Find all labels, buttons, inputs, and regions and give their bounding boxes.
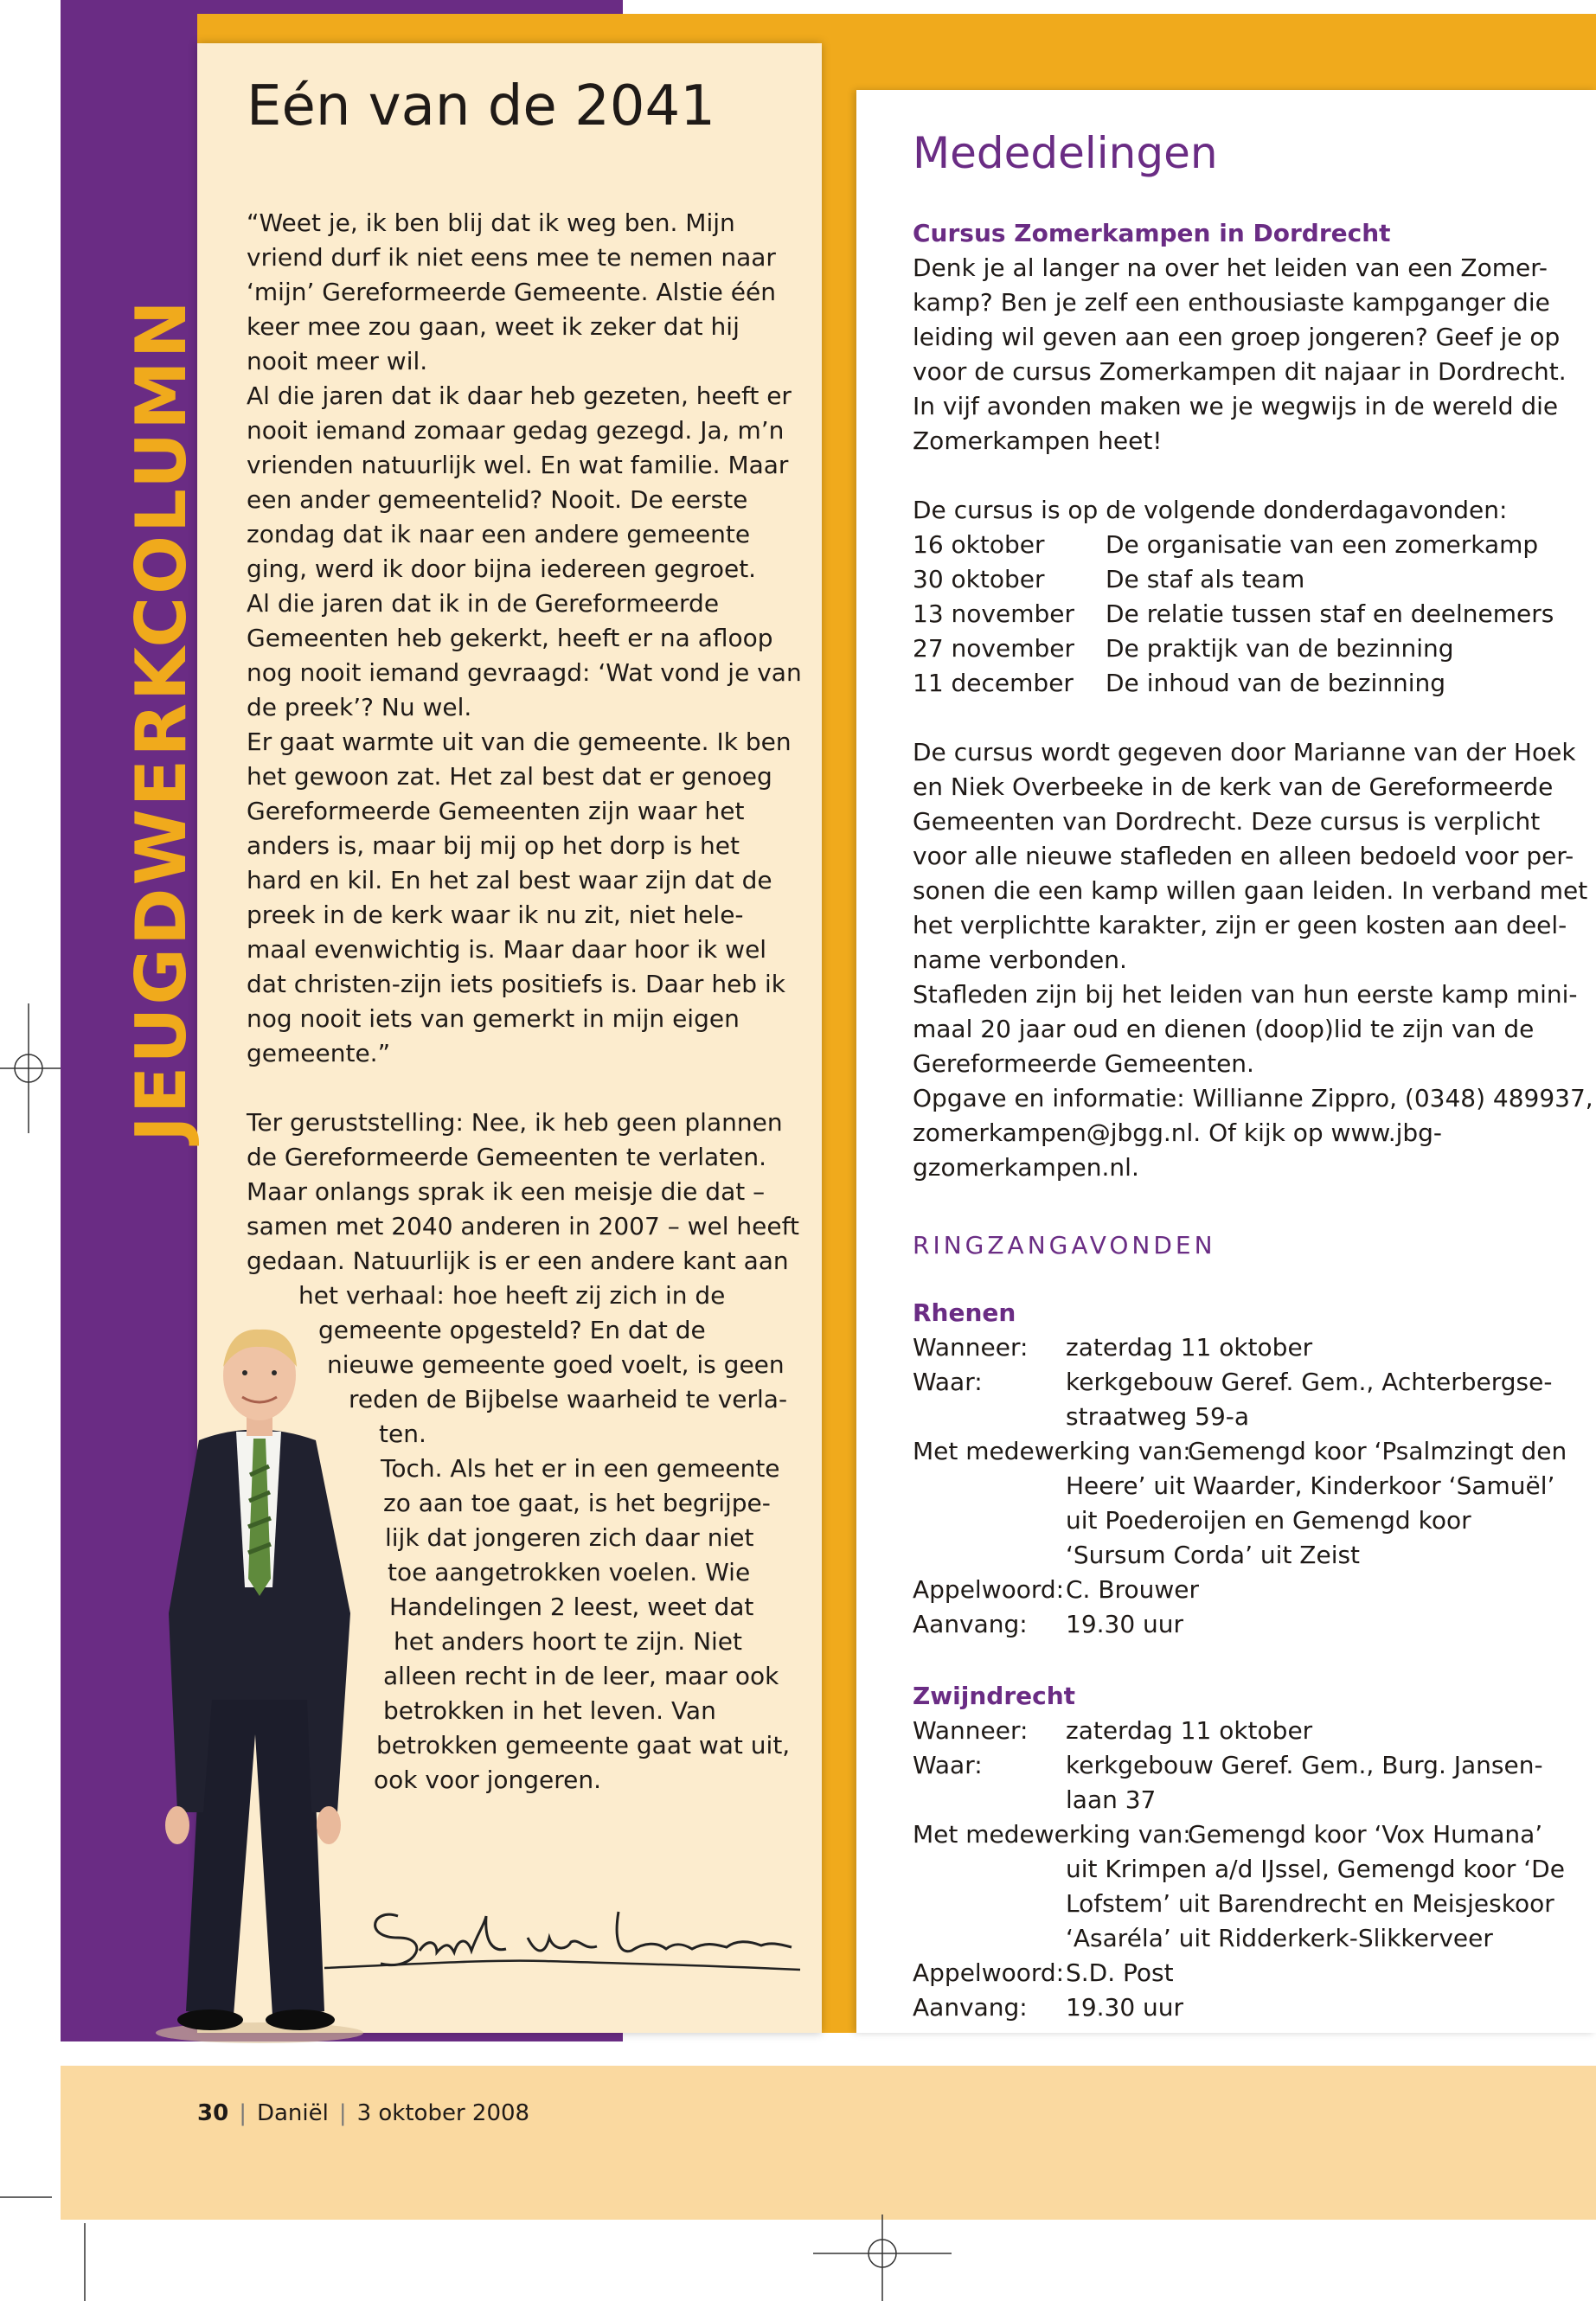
- schedule-topic: De relatie tussen staf en deelnemers: [1106, 599, 1554, 628]
- column-text-line: samen met 2040 anderen in 2007 – wel heeft: [247, 1212, 799, 1240]
- column-text-line: Ter geruststelling: Nee, ik heb geen plannen: [247, 1108, 783, 1137]
- crop-mark-bottom-left: [0, 2189, 95, 2301]
- event-value: Gemengd koor ‘Vox Humana’: [1188, 1820, 1543, 1849]
- column-text-line: lijk dat jongeren zich daar niet: [385, 1523, 754, 1552]
- event-label: Waar:: [913, 1751, 983, 1779]
- column-text-line: toe aangetrokken voelen. Wie: [388, 1558, 751, 1586]
- page-number: 30: [197, 2100, 229, 2126]
- page-footer: [197, 2100, 529, 2126]
- event-value: kerkgebouw Geref. Gem., Burg. Jansen-: [1066, 1751, 1543, 1779]
- intro-text-line: leiding wil geven aan een groep jongeren? Geef je op: [913, 323, 1561, 351]
- column-text-line: hard en kil. En het zal best waar zijn dat de: [247, 866, 772, 894]
- column-text-line: gemeente opgesteld? En dat de: [318, 1316, 706, 1344]
- cursus-title: Cursus Zomerkampen in Dordrecht: [913, 219, 1391, 247]
- column-text-line: maal evenwichtig is. Maar daar hoor ik wel: [247, 935, 767, 964]
- event-value: zaterdag 11 oktober: [1066, 1716, 1313, 1745]
- magazine-name: Daniël: [256, 2100, 329, 2126]
- column-text-line: alleen recht in de leer, maar ook: [383, 1662, 779, 1690]
- intro-text-line: In vijf avonden maken we je wegwijs in de wereld die: [913, 392, 1559, 420]
- event-place: Zwijndrecht: [913, 1682, 1076, 1710]
- column-text-line: Al die jaren dat ik in de Gereformeerde: [247, 589, 720, 618]
- column-text-line: gedaan. Natuurlijk is er een andere kant aan: [247, 1247, 789, 1275]
- column-text-line: dat christen-zijn iets positiefs is. Daar heb ik: [247, 970, 785, 998]
- ringzang-heading: RINGZANGAVONDEN: [913, 1231, 1216, 1259]
- column-text-line: keer mee zou gaan, weet ik zeker dat hij: [247, 312, 740, 341]
- body-text-line: name verbonden.: [913, 945, 1127, 974]
- event-value-continued: straatweg 59-a: [1066, 1402, 1250, 1431]
- vertical-section-label: JEUGDWERKCOLUMN: [121, 298, 202, 1142]
- intro-text-line: Denk je al langer na over het leiden van een Zomer-: [913, 253, 1548, 282]
- column-text-line: “Weet je, ik ben blij dat ik weg ben. Mijn: [247, 208, 735, 237]
- event-value: S.D. Post: [1066, 1958, 1174, 1987]
- column-text-line: ook voor jongeren.: [374, 1766, 602, 1794]
- column-text-line: betrokken in het leven. Van: [383, 1696, 716, 1725]
- column-text-line: zo aan toe gaat, is het begrijpe-: [383, 1489, 771, 1517]
- footer-separator: |: [338, 2100, 347, 2126]
- column-text-line: de preek’? Nu wel.: [247, 693, 472, 721]
- signature: [320, 1890, 804, 1985]
- body-text-line: het verplichtte karakter, zijn er geen kosten aan deel-: [913, 911, 1567, 939]
- schedule-date: 11 december: [913, 669, 1074, 697]
- bottom-band: [61, 2066, 1596, 2220]
- event-value-continued: ‘Asaréla’ uit Ridderkerk-Slikkerveer: [1066, 1924, 1493, 1952]
- schedule-topic: De organisatie van een zomerkamp: [1106, 530, 1539, 559]
- issue-date: 3 oktober 2008: [356, 2100, 530, 2126]
- column-text-line: nooit iemand zomaar gedag gezegd. Ja, m’n: [247, 416, 785, 445]
- event-label: Appelwoord:: [913, 1958, 1065, 1987]
- column-text-line: nog nooit iets van gemerkt in mijn eigen: [247, 1004, 740, 1033]
- schedule-intro: De cursus is op de volgende donderdagavonden:: [913, 496, 1508, 524]
- schedule-topic: De inhoud van de bezinning: [1106, 669, 1446, 697]
- intro-text-line: Zomerkampen heet!: [913, 426, 1163, 455]
- event-value-continued: Heere’ uit Waarder, Kinderkoor ‘Samuël’: [1066, 1471, 1555, 1500]
- event-label: Aanvang:: [913, 1993, 1028, 2022]
- column-text-line: nooit meer wil.: [247, 347, 428, 375]
- event-value: 19.30 uur: [1066, 1993, 1184, 2022]
- column-text-line: het verhaal: hoe heeft zij zich in de: [298, 1281, 726, 1310]
- schedule-date: 13 november: [913, 599, 1074, 628]
- column-text-line: het anders hoort te zijn. Niet: [394, 1627, 742, 1656]
- registration-mark-bottom: [813, 2214, 952, 2301]
- column-text-line: ten.: [379, 1420, 426, 1448]
- column-text-line: Al die jaren dat ik daar heb gezeten, heeft er: [247, 381, 792, 410]
- event-value: C. Brouwer: [1066, 1575, 1199, 1604]
- column-text-line: zondag dat ik naar een andere gemeente: [247, 520, 751, 548]
- column-text-line: Er gaat warmte uit van die gemeente. Ik ben: [247, 727, 792, 756]
- column-text-line: Toch. Als het er in een gemeente: [381, 1454, 780, 1483]
- event-label: Aanvang:: [913, 1610, 1028, 1638]
- intro-text-line: voor de cursus Zomerkampen dit najaar in Dordrecht.: [913, 357, 1567, 386]
- footer-separator: |: [239, 2100, 247, 2126]
- body-text-line: gzomerkampen.nl.: [913, 1153, 1139, 1182]
- column-text-line: het gewoon zat. Het zal best dat er genoeg: [247, 762, 772, 791]
- event-value-continued: laan 37: [1066, 1785, 1157, 1814]
- event-label: Wanneer:: [913, 1716, 1029, 1745]
- column-text-line: vriend durf ik niet eens mee te nemen naar: [247, 243, 776, 272]
- event-value-continued: ‘Sursum Corda’ uit Zeist: [1066, 1541, 1361, 1569]
- column-text-line: vrienden natuurlijk wel. En wat familie. Maar: [247, 451, 789, 479]
- event-value: kerkgebouw Geref. Gem., Achterbergse-: [1066, 1368, 1553, 1396]
- event-value: 19.30 uur: [1066, 1610, 1184, 1638]
- column-title: Eén van de 2041: [247, 74, 715, 138]
- column-text-line: ging, werd ik door bijna iedereen gegroet.: [247, 554, 757, 583]
- column-text-line: ‘mijn’ Gereformeerde Gemeente. Alstie één: [247, 278, 776, 306]
- column-text-line: Gereformeerde Gemeenten zijn waar het: [247, 797, 745, 825]
- event-label: Appelwoord:: [913, 1575, 1065, 1604]
- event-place: Rhenen: [913, 1298, 1016, 1327]
- intro-text-line: kamp? Ben je zelf een enthousiaste kampganger die: [913, 288, 1550, 317]
- column-text-line: een ander gemeentelid? Nooit. De eerste: [247, 485, 748, 514]
- event-label: Met medewerking van:: [913, 1820, 1191, 1849]
- event-value-continued: Lofstem’ uit Barendrecht en Meisjeskoor: [1066, 1889, 1554, 1918]
- body-text-line: maal 20 jaar oud en dienen (doop)lid te zijn van de: [913, 1015, 1535, 1043]
- body-text-line: Gemeenten van Dordrecht. Deze cursus is verplicht: [913, 807, 1541, 836]
- registration-mark-left: [0, 1003, 61, 1133]
- body-text-line: zomerkampen@jbgg.nl. Of kijk op www.jbg-: [913, 1118, 1443, 1147]
- mededelingen-title: Mededelingen: [913, 128, 1218, 178]
- body-text-line: Opgave en informatie: Willianne Zippro, (0348) 489937,: [913, 1084, 1593, 1112]
- body-text-line: Gereformeerde Gemeenten.: [913, 1049, 1254, 1078]
- column-text-line: nog nooit iemand gevraagd: ‘Wat vond je van: [247, 658, 802, 687]
- column-text-line: reden de Bijbelse waarheid te verla-: [349, 1385, 788, 1413]
- column-text-line: Handelingen 2 leest, weet dat: [389, 1593, 754, 1621]
- event-value: zaterdag 11 oktober: [1066, 1333, 1313, 1362]
- event-label: Met medewerking van:: [913, 1437, 1191, 1465]
- column-text-line: nieuwe gemeente goed voelt, is geen: [327, 1350, 785, 1379]
- schedule-topic: De praktijk van de bezinning: [1106, 634, 1454, 663]
- body-text-line: en Niek Overbeeke in de kerk van de Gereformeerde: [913, 772, 1554, 801]
- column-text-line: Maar onlangs sprak ik een meisje die dat –: [247, 1177, 766, 1206]
- column-text-line: gemeente.”: [247, 1039, 391, 1067]
- event-value-continued: uit Poederoijen en Gemengd koor: [1066, 1506, 1471, 1535]
- event-value: Gemengd koor ‘Psalmzingt den: [1188, 1437, 1567, 1465]
- body-text-line: voor alle nieuwe stafleden en alleen bedoeld voor per-: [913, 842, 1574, 870]
- column-text-line: betrokken gemeente gaat wat uit,: [376, 1731, 791, 1759]
- column-text-line: de Gereformeerde Gemeenten te verlaten.: [247, 1143, 767, 1171]
- schedule-date: 27 november: [913, 634, 1074, 663]
- schedule-topic: De staf als team: [1106, 565, 1305, 593]
- body-text-line: sonen die een kamp willen gaan leiden. In verband met: [913, 876, 1588, 905]
- schedule-date: 16 oktober: [913, 530, 1045, 559]
- column-text-line: anders is, maar bij mij op het dorp is het: [247, 831, 740, 860]
- event-value-continued: uit Krimpen a/d IJssel, Gemengd koor ‘De: [1066, 1855, 1565, 1883]
- column-text-line: Gemeenten heb gekerkt, heeft er na afloop: [247, 624, 773, 652]
- body-text-line: De cursus wordt gegeven door Marianne van der Hoek: [913, 738, 1576, 766]
- event-label: Waar:: [913, 1368, 983, 1396]
- event-label: Wanneer:: [913, 1333, 1029, 1362]
- schedule-date: 30 oktober: [913, 565, 1045, 593]
- column-text-line: preek in de kerk waar ik nu zit, niet hele-: [247, 901, 744, 929]
- body-text-line: Stafleden zijn bij het leiden van hun eerste kamp mini-: [913, 980, 1578, 1009]
